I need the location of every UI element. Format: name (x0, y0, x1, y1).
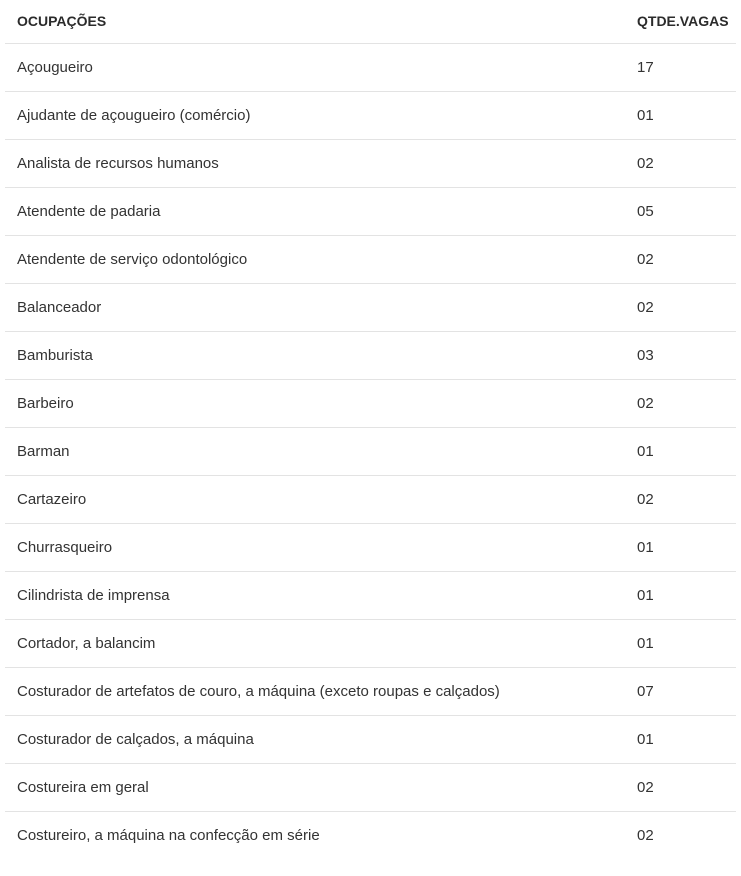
table-row (5, 235, 736, 283)
occupation-cell: Costureira em geral (17, 778, 149, 796)
header-occupations: OCUPAÇÕES (5, 0, 625, 43)
vacancies-cell: 01 (637, 730, 654, 748)
vacancies-cell: 17 (637, 58, 654, 76)
table-row (5, 187, 736, 235)
table-row (5, 91, 736, 139)
vacancies-cell: 02 (637, 826, 654, 844)
occupation-cell: Açougueiro (17, 58, 93, 76)
vacancies-cell: 02 (637, 250, 654, 268)
table-row (5, 571, 736, 619)
table-row (5, 763, 736, 811)
table-row (5, 715, 736, 763)
vacancies-cell: 07 (637, 682, 654, 700)
table-row (5, 283, 736, 331)
occupation-cell: Balanceador (17, 298, 102, 316)
vacancies-cell: 01 (637, 586, 654, 604)
table-body (5, 43, 736, 859)
occupation-cell: Barbeiro (17, 394, 74, 412)
header-row (5, 0, 736, 43)
vacancies-table (5, 0, 736, 859)
vacancies-cell: 02 (637, 394, 654, 412)
occupation-cell: Cilindrista de imprensa (17, 586, 170, 604)
occupation-cell: Atendente de serviço odontológico (17, 250, 248, 268)
table-row (5, 811, 736, 859)
table-row (5, 523, 736, 571)
vacancies-cell: 02 (637, 154, 654, 172)
occupation-cell: Analista de recursos humanos (17, 154, 219, 172)
occupation-cell: Barman (17, 442, 70, 460)
table-row (5, 331, 736, 379)
vacancies-cell: 01 (637, 538, 654, 556)
table-header (5, 0, 736, 43)
occupation-cell: Costureiro, a máquina na confecção em série (17, 826, 320, 844)
vacancies-cell: 05 (637, 202, 654, 220)
vacancies-table-container (5, 0, 736, 859)
table-row (5, 667, 736, 715)
vacancies-cell: 01 (637, 442, 654, 460)
occupation-cell: Cartazeiro (17, 490, 87, 508)
occupation-cell: Atendente de padaria (17, 202, 161, 220)
table-row (5, 43, 736, 91)
occupation-cell: Costurador de calçados, a máquina (17, 730, 254, 748)
table-row (5, 427, 736, 475)
occupation-cell: Ajudante de açougueiro (comércio) (17, 106, 251, 124)
vacancies-cell: 02 (637, 490, 654, 508)
vacancies-cell: 02 (637, 778, 654, 796)
table-row (5, 619, 736, 667)
vacancies-cell: 03 (637, 346, 654, 364)
header-vacancies: QTDE.VAGAS (625, 0, 736, 43)
vacancies-cell: 01 (637, 634, 654, 652)
vacancies-cell: 02 (637, 298, 654, 316)
occupation-cell: Churrasqueiro (17, 538, 113, 556)
occupation-cell: Bamburista (17, 346, 93, 364)
table-row (5, 475, 736, 523)
table-row (5, 139, 736, 187)
vacancies-cell: 01 (637, 106, 654, 124)
occupation-cell: Cortador, a balancim (17, 634, 156, 652)
table-row (5, 379, 736, 427)
occupation-cell: Costurador de artefatos de couro, a máquina (exceto roupas e calçados) (17, 682, 500, 700)
